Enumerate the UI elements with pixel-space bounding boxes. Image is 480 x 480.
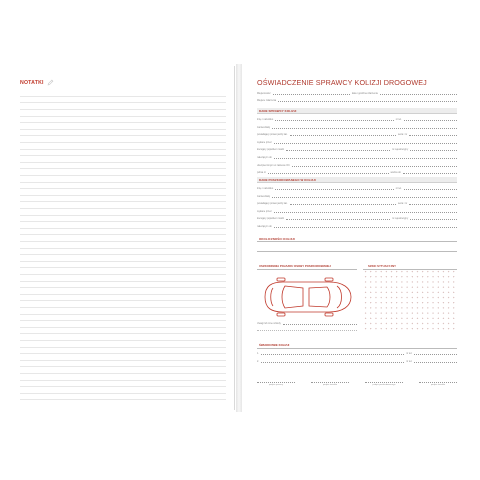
form-row-location[interactable]: Miejsce zdarzenia [257,97,457,102]
witnesses-heading-rule [257,348,457,349]
form-row-label: zamieszkały [257,125,271,129]
form-row[interactable] [257,193,457,198]
form-row[interactable] [257,223,457,228]
form-row[interactable] [257,185,457,190]
section-victim: DANE POSZKODOWANEGO W KOLIZJI [257,177,457,183]
witness-row-1[interactable]: 1. nr tel. [257,350,457,355]
form-row-label: kierujący pojazdem marki [257,148,284,152]
form-row-place[interactable]: Miejscowość data i godzina zdarzenia [257,90,457,95]
sketch-heading: SZKIC SYTUACYJNY [368,264,396,268]
form-row-label: ważna do [390,171,401,175]
form-row-label: należącym do [257,156,272,159]
form-row-label: seria i nr [397,202,408,206]
form-row[interactable] [257,169,457,174]
form-row[interactable] [257,200,457,205]
form-row[interactable] [257,139,457,144]
form-row-label: wydane przez [257,209,272,213]
notes-title: NOTATKI [20,79,44,86]
form-row[interactable] [257,146,457,151]
pen-icon [47,79,54,86]
signature-field[interactable]: podpis świadka [311,382,349,386]
notes-header [20,79,54,86]
damage-heading-rule [257,269,357,270]
signature-field[interactable]: podpis świadka [419,382,457,386]
form-row-label: Imię i nazwisko [257,187,274,190]
car-diagram-icon[interactable] [259,276,355,318]
form-row-label: ubezpieczonym w zakresie OC [257,163,290,167]
form-row[interactable] [257,154,457,159]
signature-field[interactable]: podpis poszkodowanego [365,382,403,386]
witnesses-heading: ŚWIADKOWIE KOLIZJI [259,343,290,347]
form-row[interactable] [257,215,457,220]
form-row-label: nr tel. [395,187,402,190]
form-row[interactable] [257,124,457,129]
form-row[interactable] [257,208,457,213]
form-title: OŚWIADCZENIE SPRAWCY KOLIZJI DROGOWEJ [257,78,427,87]
form-row[interactable] [257,162,457,167]
form-row-label: wydane przez [257,140,272,144]
form-row-label: należącym do [257,225,272,228]
witness-row-2[interactable]: 2. nr tel. [257,358,457,363]
form-row[interactable] [257,116,457,121]
form-row-label: kierujący pojazdem marki [257,217,284,221]
form-row-label: nr tel. [395,118,402,121]
form-row-label: zamieszkały [257,194,271,198]
form-row-label: nr rejestracyjny [391,217,409,221]
notebook-spine [236,64,242,412]
section-circumstances: OKOLICZNOŚCI KOLIZJI [257,236,457,242]
ruled-lines [20,90,226,404]
damage-notes-line[interactable] [257,330,357,331]
form-row-label: polisa nr [257,171,267,175]
form-row-label: nr rejestracyjny [391,148,409,152]
circumstances-line[interactable] [257,251,457,252]
signature-field[interactable]: podpis sprawcy [257,382,295,386]
damage-notes-row[interactable]: Uwagi lub inne szkody [257,320,357,325]
form-row-label: Imię i nazwisko [257,118,274,121]
form-row-label: seria i nr [397,133,408,137]
form-row-label: posiadający prawo jazdy kat. [257,133,288,137]
statement-form-page [243,66,466,410]
signature-row [257,382,457,386]
form-row-label: posiadający prawo jazdy kat. [257,202,288,206]
damage-heading: USZKODZENIA POJAZDU OSOBY POSZKODOWANEJ [259,264,331,268]
notes-page [14,66,235,410]
form-row[interactable] [257,131,457,136]
section-perpetrator: DANE SPRAWCY KOLIZJI [257,108,457,114]
sketch-dot-grid[interactable] [363,269,457,331]
